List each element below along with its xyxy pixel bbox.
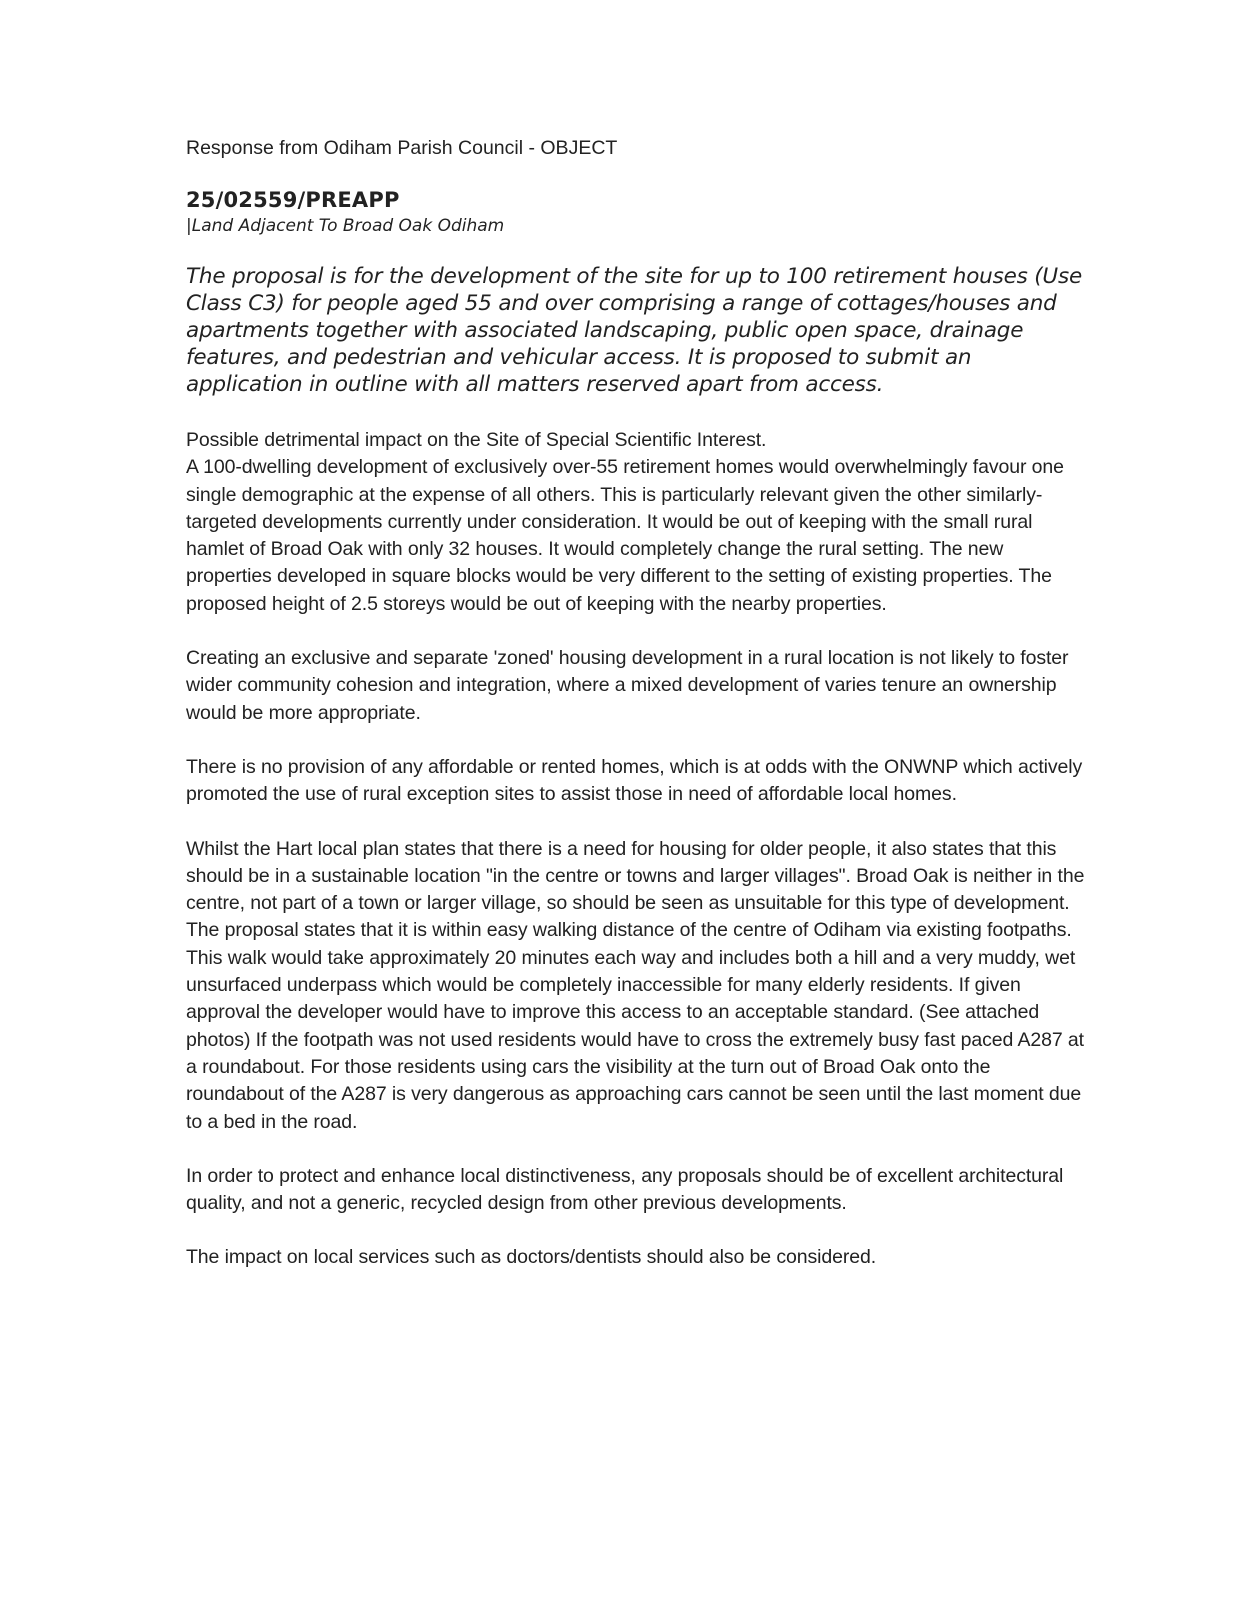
site-address: |Land Adjacent To Broad Oak Odiham [186,216,505,236]
paragraph-design: In order to protect and enhance local distinctiveness, any proposals should be of excellent architectural quality, and not a generic, recycled design from other previous developments. [186,1164,1064,1215]
paragraph-local-plan: Whilst the Hart local plan states that there is a need for housing for older people, it also states that this should be in a sustainable location "in the centre or towns and larger villages". Broad Oak is neither in the centre, not part of a town or larger village, so should be seen as unsuitable for this type of development. The proposal states that it is within easy walking distance of the centre of Odiham via existing footpaths. This walk would take approximately 20 minutes each way and includes both a hill and a very muddy, wet unsurfaced underpass which would be completely inaccessible for many elderly residents. If given approval the developer would have to improve this access to an acceptable standard. (See attached photos) If the footpath was not used residents would have to cross the extremely busy fast paced A287 at a roundabout. For those residents using cars the visibility at the turn out of Broad Oak onto the roundabout of the A287 is very dangerous as approaching cars cannot be seen until the last moment due to a bed in the road. [186,837,1085,1133]
paragraph-affordable: There is no provision of any affordable or rented homes, which is at odds with the ONWNP which actively promoted the use of rural exception sites to assist those in need of affordable local homes. [186,755,1083,806]
paragraph-demographic: A 100-dwelling development of exclusively over-55 retirement homes would overwhelmingly favour one single demographic at the expense of all others. This is particularly relevant given the other similarly-targeted developments currently under consideration. It would be out of keeping with the small rural hamlet of Broad Oak with only 32 houses. It would completely change the rural setting. The new properties developed in square blocks would be very different to the setting of existing properties. The proposed height of 2.5 storeys would be out of keeping with the nearby properties. [186,456,1064,615]
paragraph-services: The impact on local services such as doctors/dentists should also be considered. [186,1246,877,1269]
proposal-description: The proposal is for the development of the site for up to 100 retirement houses (Use Class C3) for people aged 55 and over comprising a range of cottages/houses and apartments together with associated landscaping, public open space, drainage features, and pedestrian and vehicular access. It is proposed to submit an application in outline with all matters reserved apart from access. [186,264,1082,397]
response-title: Response from Odiham Parish Council - OBJECT [186,137,618,159]
sssi-impact-line: Possible detrimental impact on the Site of Special Scientific Interest. [186,429,767,451]
paragraph-community: Creating an exclusive and separate 'zoned' housing development in a rural location is not likely to foster wider community cohesion and integration, where a mixed development of varies tenure an ownership would be more appropriate. [186,647,1069,724]
application-reference: 25/02559/PREAPP [186,188,400,212]
document-body [186,132,1086,1272]
